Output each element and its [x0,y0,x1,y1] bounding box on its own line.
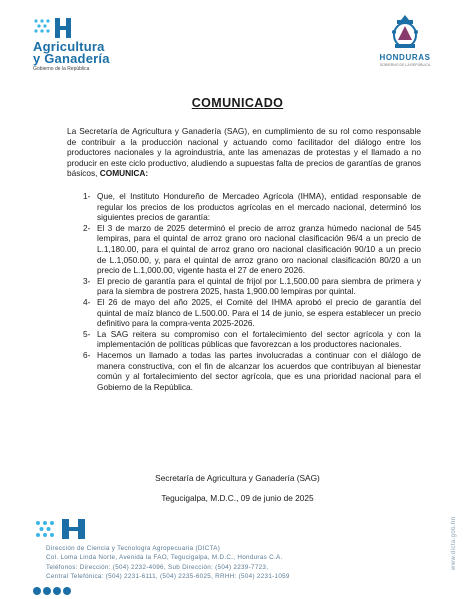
list-item [83,191,421,223]
list-item-number: 3- [83,275,91,286]
footer-line: Dirección de Ciencia y Tecnología Agropecuaria (DICTA) [46,545,221,552]
footer-line: Teléfonos: Dirección: (504) 2232-4096, Sub Dirección: (504) 2239-7723, [46,563,269,571]
list-item-number: 4- [83,296,91,307]
list-item [83,329,421,350]
intro-paragraph [67,126,421,179]
list-item-number: 1- [83,191,91,201]
list-item-number: 6- [83,349,91,360]
honduras-logo-title: HONDURAS [379,53,431,62]
intro-text: La Secretaría de Agricultura y Ganadería (SAG), en cumplimiento de su rol como responsable de contribuir a la producción nacional y actuando como facilitador del diálogo entre los productores nacionales y la agroindustria, ante las amenazas de protestas y el llamado a no producir en este ciclo productivo, aludiendo a supuestas falta de precios de garantías de granos básicos, [67,126,421,179]
youtube-icon[interactable] [63,587,71,595]
side-url-text: www.dicta.gob.hn [451,516,457,570]
numbered-list [83,191,421,392]
list-item-text: Hacemos un llamado a todas las partes involucradas a continuar con el diálogo de manera constructiva, con el fin de alcanzar los acuerdos que contribuyan al bienestar común y al fortalecimiento del sector agrícola, que es una prioridad nacional para el Gobierno de la República. [97,349,421,392]
social-icons [33,587,71,595]
footer-star-h-icon [34,519,88,539]
sag-star-h-icon [33,18,73,40]
list-item-number: 2- [83,222,91,233]
side-url [451,470,461,570]
page-title: COMUNICADO [191,96,284,110]
list-item-text: El 26 de mayo del año 2025, el Comité del IHMA aprobó el precio de garantía del quintal de maíz blanco de L.500.00. Para el 14 de junio, se espera establecer un precio definitivo para la compra-venta 2025-2026. [97,296,421,329]
list-item [83,276,421,297]
honduras-logo-subtitle: GOBIERNO DE LA REPÚBLICA [379,63,431,67]
coat-of-arms-icon [389,14,421,52]
sag-logo [33,18,153,78]
instagram-icon[interactable] [53,587,61,595]
footer-contact [46,544,290,582]
list-item-text: Que, el Instituto Hondureño de Mercadeo Agrícola (IHMA), entidad responsable de regular los precios de los productos agrícolas en el mercado nacional, determinó los siguientes precios de garantía: [97,191,421,223]
honduras-logo [370,14,440,76]
signature-place-date: Tegucigalpa, M.D.C., 09 de junio de 2025 [161,493,314,503]
sag-logo-subtitle: Gobierno de la República [33,66,90,72]
footer-line: Col. Loma Linda Norte, Avenida la FAO, Tegucigalpa, M.D.C., Honduras C.A. [46,554,283,562]
list-item-text: El precio de garantía para el quintal de frijol por L.1,500.00 para siembra de primera y para la siembra de postrera 2025, hasta 1,900.00 lempiras por quintal. [97,275,421,297]
list-item-text: El 3 de marzo de 2025 determinó el precio de arroz granza húmedo nacional de 545 lempiras, para el quintal de arroz grano oro nacional clasificación 96/4 a un precio de L.1,180.00, para el quintal de arroz grano oro nacional clasificación 90/10 a un precio de L.1,050.00, y, para el quintal de arroz grano oro nacional clasificación 80/20 a un precio de L.1,000.00, vigente hasta el 27 de enero 2026. [97,222,421,276]
twitter-icon[interactable] [43,587,51,595]
sag-logo-title: Agricultura y Ganadería [33,39,110,66]
footer-line: Central Telefónica: (504) 2231-6111, (504) 2235-6025, RRHH: (504) 2231-1059 [46,573,290,581]
signature-entity: Secretaría de Agricultura y Ganadería (SAG) [155,473,320,483]
list-item-text: La SAG reitera su compromiso con el fortalecimiento del sector agrícola y con la implementación de políticas públicas que favorezcan a los productores nacionales. [97,328,421,350]
facebook-icon[interactable] [33,587,41,595]
list-item [83,297,421,329]
intro-emphasis: COMUNICA: [99,168,149,179]
list-item [83,223,421,276]
list-item-number: 5- [83,328,91,339]
list-item [83,350,421,392]
